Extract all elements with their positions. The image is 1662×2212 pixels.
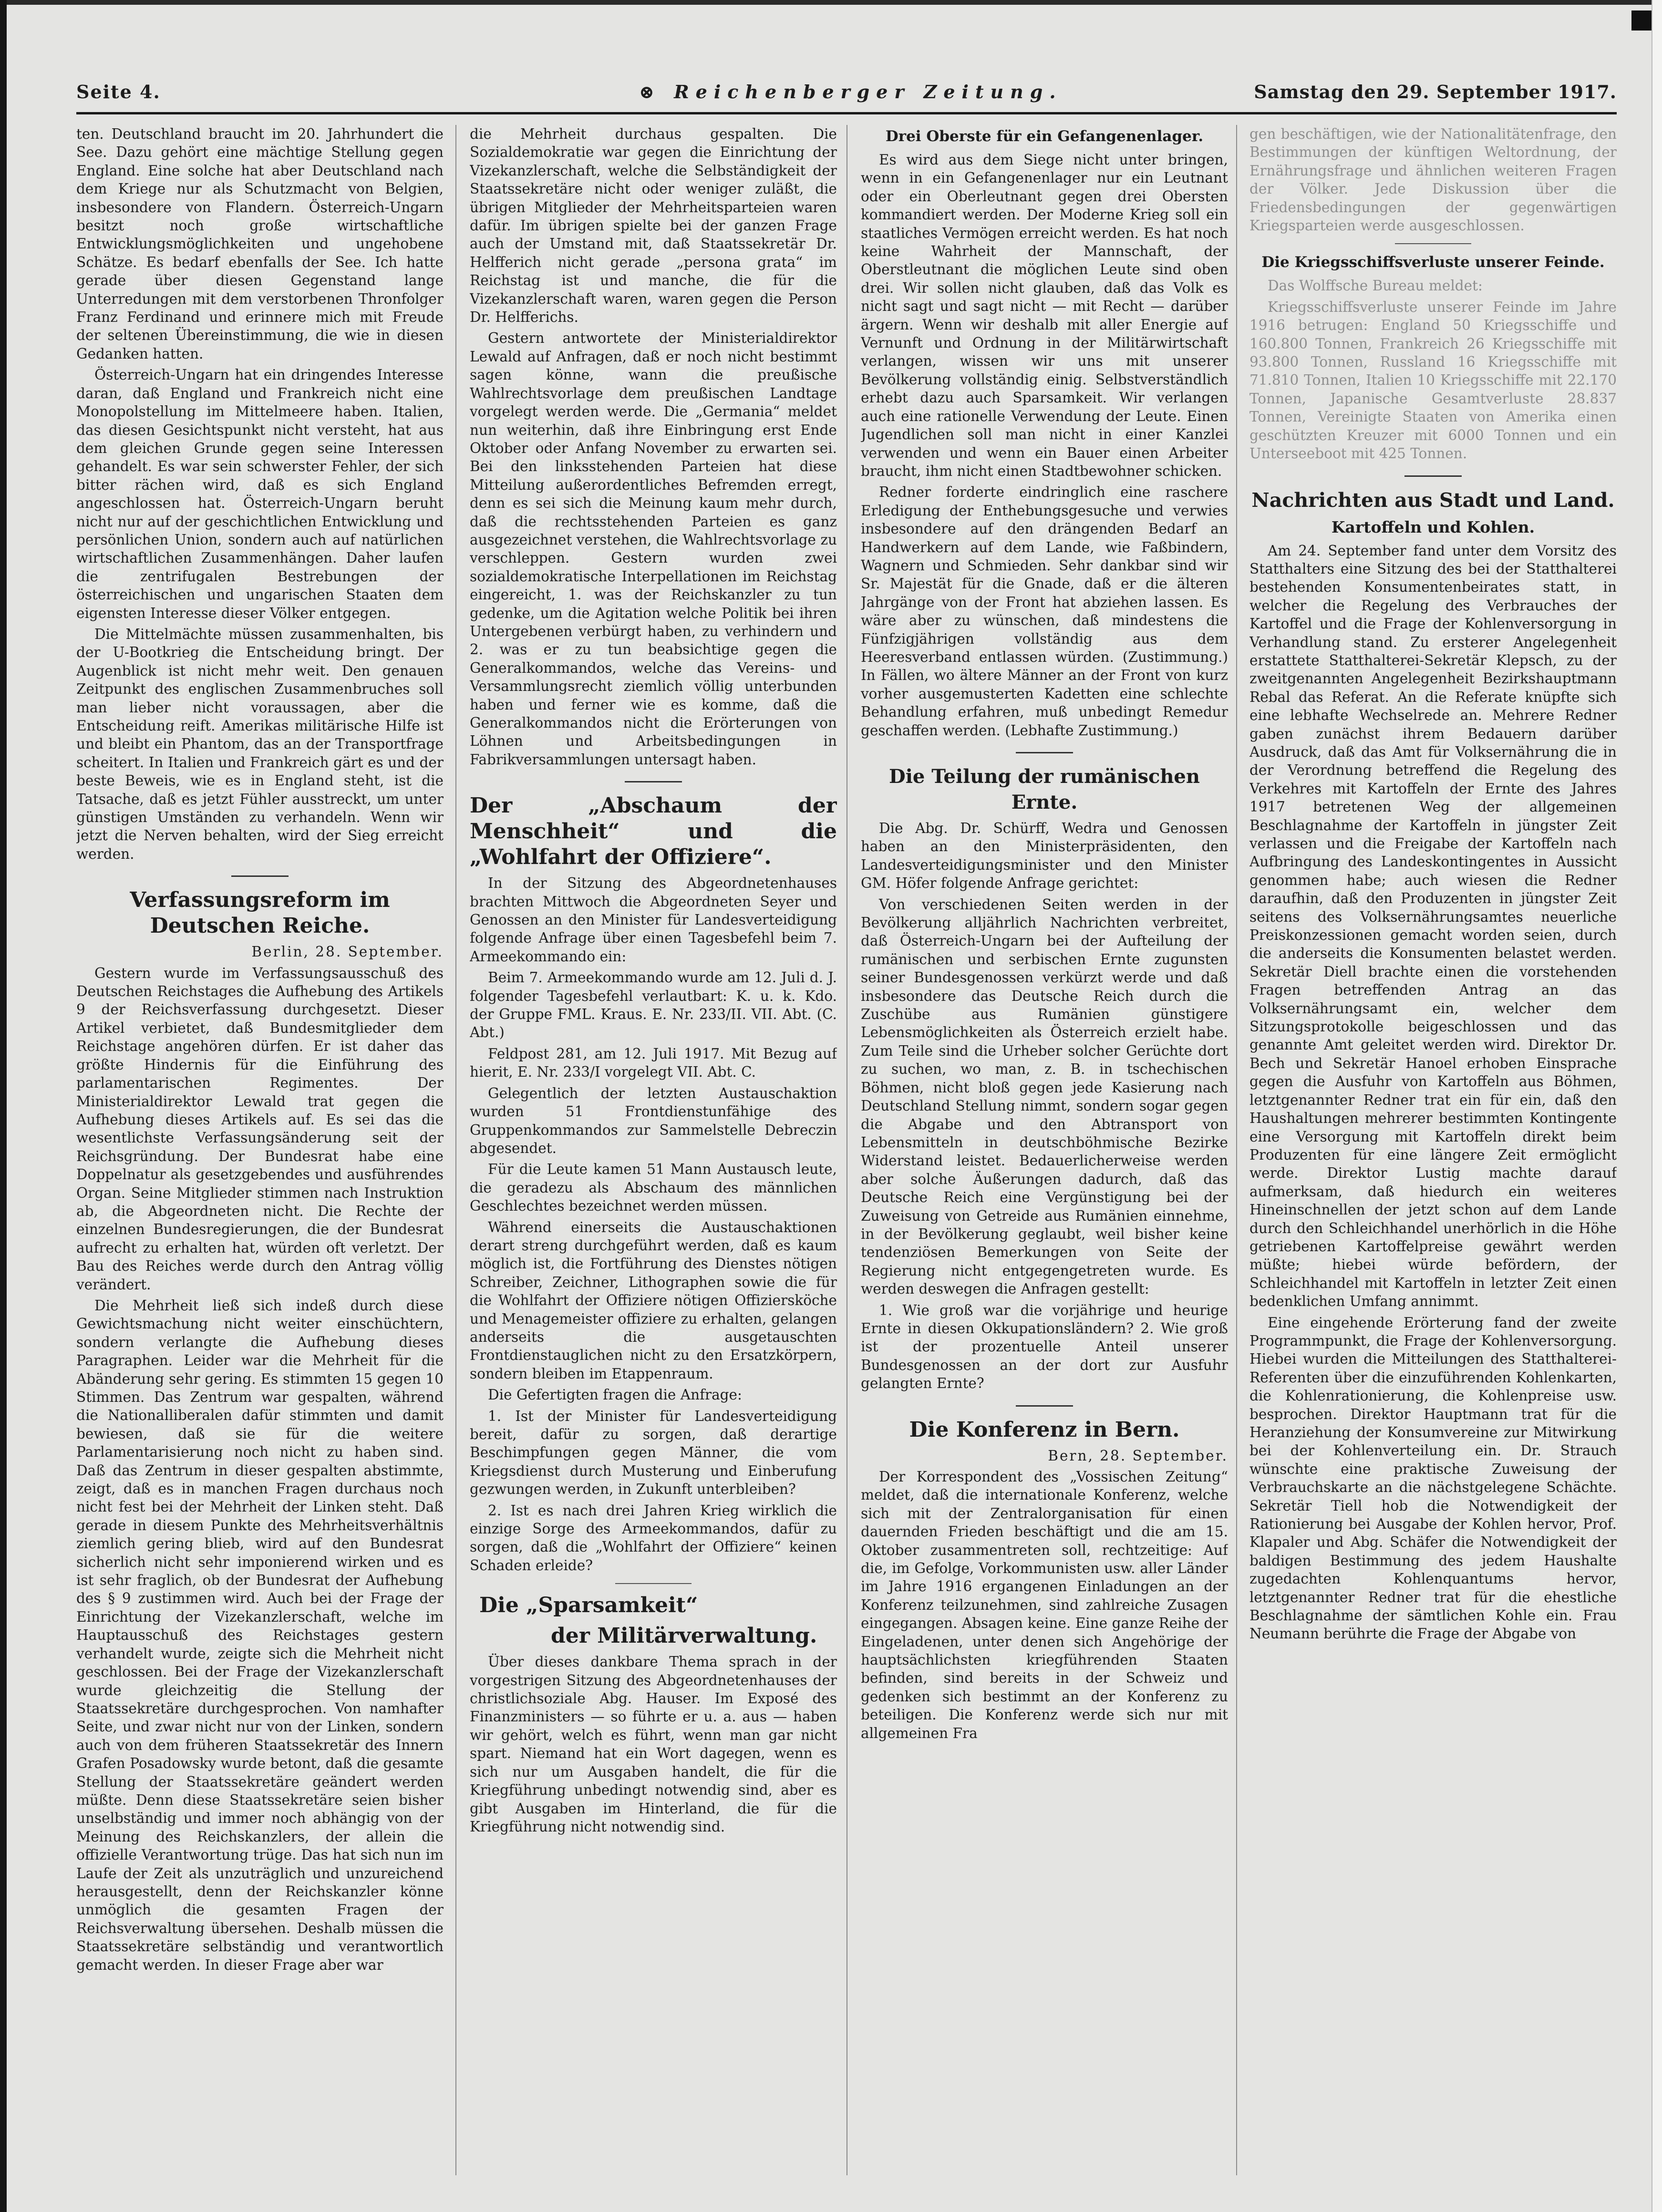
- headline-militaerverwaltung: der Militärverwaltung.: [551, 1624, 817, 1648]
- article-paragraph: Die Mittelmächte müssen zusammenhalten, bis der U-Bootkrieg die Entscheidung bringt. Der Augenblick ist nicht mehr weit. Den genauen Zeitpunkt des englischen Zusammenbruches soll man lieber nicht voraussagen, aber die Entscheidung reift. Amerikas militärische Hilfe ist und bleibt ein Phantom, das an der Transportfrage scheitert. In Italien und Frankreich gärt es und der beste Beweis, wie es in England steht, ist die Tatsache, daß es jetzt Fühler ausstreckt, um unter günstigen Umständen zu verhandeln. Wenn wir jetzt die Nerven behalten, wird der Sieg erreicht werden.: [76, 626, 444, 862]
- corner-registration-mark: [1631, 10, 1652, 31]
- column-divider: [1236, 125, 1237, 2175]
- column-2: [470, 125, 837, 2180]
- headline-rumaenische-ernte: Die Teilung der rumänischen Ernte.: [889, 765, 1200, 813]
- article-paragraph: Kriegsschiffsverluste unserer Feinde im Jahre 1916 betrugen: England 50 Kriegsschiffe und 160.800 Tonnen, Frankreich 26 Kriegsschiffe mit 93.800 Tonnen, Russland 16 Kriegsschiffe mit 71.810 Tonnen, Italien 10 Kriegsschiffe mit 22.170 Tonnen, Japanische Gesamtverluste 28.837 Tonnen, Vereinigte Staaten von Amerika einen geschützten Kreuzer mit 6000 Tonnen und ein Unterseeboot mit 425 Tonnen.: [1249, 298, 1617, 462]
- section-separator: [1404, 475, 1462, 477]
- section-separator: [1016, 1405, 1073, 1407]
- column-divider: [846, 125, 847, 2175]
- headline-verfassungsreform: Verfassungsreform im Deutschen Reiche.: [130, 888, 390, 938]
- article-paragraph: Die Gefertigten fragen die Anfrage:: [488, 1387, 742, 1403]
- order-quote: Für die Leute kamen 51 Mann Austausch leute, die geradezu als Abschaum des männlichen Geschlechtes bezeichnet werden müssen.: [470, 1161, 837, 1214]
- article-paragraph: die Mehrheit durchaus gespalten. Die Sozialdemokratie war gegen die Einrichtung der Vizekanzlerschaft, welche die Selbständigkeit der Staatssekretäre nicht oder weniger zuläßt, die übrigen Mitglieder der Mehrheitsparteien waren dafür. Im übrigen spielte bei der ganzen Frage auch der Umstand mit, daß Staatssekretär Dr. Helfferich nicht gerade „persona grata“ im Reichstag ist und manche, die für die Vizekanzlerschaft waren, waren gegen die Person Dr. Helfferichs.: [470, 126, 837, 326]
- column-4: [1249, 125, 1617, 2180]
- dateline: Berlin, 28. September.: [251, 944, 444, 960]
- page-number: Seite 4.: [76, 81, 161, 103]
- headline-konferenz-bern: Die Konferenz in Bern.: [909, 1417, 1180, 1442]
- article-paragraph: Es wird aus dem Siege nicht unter bringen, wenn in ein Gefangenenlager nur ein Leutnant oder ein Oberleutnant gegen drei Obersten kommandiert werden. Der Moderne Krieg soll ein staatliches Vermögen erreicht werden. Es hat noch keine Wahrheit der Mannschaft, der Oberstleutnant die möglichen Leute sind oben drei. Wir sollen nicht glauben, daß das Volk es nicht sagt und sagt nicht — mit Recht — darüber ärgern. Wenn wir deshalb mit aller Energie auf Vernunft und Ordnung in der Militärwirtschaft verlangen, wissen wir uns mit unserer Bevölkerung vollständig einig. Selbstverständlich erhebt dazu auch Sparsamkeit. Wir verlangen auch eine rationelle Verwendung der Leute. Einen Jugendlichen soll man nicht in einer Kanzlei verwenden und wenn ein Bauer einen Arbeiter braucht, ihm nicht einen Stadtbewohner schicken.: [861, 152, 1228, 479]
- column-divider: [455, 125, 456, 2175]
- scan-edge-right: [1652, 0, 1662, 2212]
- header-rule: [76, 112, 1617, 114]
- article-paragraph: 1. Wie groß war die vorjährige und heurige Ernte in diesen Okkupationsländern? 2. Wie groß ist der prozentuelle Anteil unserer Bundesgenossen an der dort zur Ausfuhr gelangten Ernte?: [861, 1302, 1228, 1392]
- article-paragraph: Eine eingehende Erörterung fand der zweite Programmpunkt, die Frage der Kohlenversorgung. Hiebei wurden die Mitteilungen des Statthalterei-Referenten über die einzuführenden Kohlenkarten, die Kohlenrationierung, die Kohlenpreise usw. besprochen. Direktor Hauptmann trat für die Heranziehung der Konsumvereine zur Mitwirkung bei der Kohlenverteilung ein. Dr. Strauch wünschte eine praktische Zuweisung der Verbrauchskarte an die nächstgelegene Schächte. Sekretär Tiell hob die Notwendigkeit der Rationierung bei Ausgabe der Kohlen hervor, Prof. Klapaler und Abg. Schäfer die Notwendigkeit der baldigen Bestimmung des jedem Haushalte zugedachten Kohlenquantums hervor, letztgenannter Redner trat für die ehestliche Beschlagnahme der sämtlichen Kohle ein. Frau Neumann berührte die Frage der Abgabe von: [1249, 1314, 1617, 1642]
- newspaper-title: ⊗ Reichenberger Zeitung.: [639, 81, 1063, 103]
- article-paragraph: Der Korrespondent des „Vossischen Zeitung“ meldet, daß die internationale Konferenz, welche sich mit der Zentralorganisation für einen dauernden Frieden beschäftigt und die am 15. Oktober zusammentreten soll, rechtzeitige: Auf die, im Gefolge, Vorkommunisten usw. aller Länder im Jahre 1916 ergangenen Einladungen an der Konferenz teilzunehmen, sind zahlreiche Zusagen eingegangen. Absagen keine. Eine ganze Reihe der Eingeladenen, unter denen sich Angehörige der hauptsächlichsten kriegführenden Staaten befinden, sind bereits in der Schweiz und gedenken sich bestimmt an der Konferenz zu beteiligen. Die Konferenz werde sich nur mit allgemeinen Fra: [861, 1469, 1228, 1741]
- article-paragraph: Gestern antwortete der Ministerialdirektor Lewald auf Anfragen, daß er noch nicht bestimmt sagen könne, wann die preußische Wahlrechtsvorlage dem preußischen Landtage vorgelegt werden werde. Die „Germania“ meldet nun weiterhin, daß ihre Einbringung erst Ende Oktober oder Anfang November zu erwarten sei. Bei den linksstehenden Parteien hat diese Mitteilung außerordentliches Befremden erregt, denn es sei sich die Meinung kaum mehr durch, daß die rechtsstehenden Parteien es ganz ausgezeichnet verstehen, die Wahlrechtsvorlage zu verschleppen. Gestern wurden zwei sozialdemokratische Interpellationen im Reichstag eingereicht, 1. was der Reichskanzler zu tun gedenke, um die Agitation welche Politik bei ihren Untergebenen verbürgt haben, zu verhindern und 2. was er zu tun beabsichtige gegen die Generalkommandos, welche das Vereins- und Versammlungsrecht ziemlich völlig unterbunden haben und ferner wie es komme, daß die Generalkommandos nicht die Erörterungen von Löhnen und Arbeitsbedingungen in Fabrikversammlungen untersagt haben.: [470, 330, 837, 768]
- article-paragraph: 1. Ist der Minister für Landesverteidigung bereit, dafür zu sorgen, daß derartige Beschimpfungen gegen Männer, die vom Kriegsdienst durch Musterung und Einberufung gezwungen werden, in Zukunft unterbleiben?: [470, 1408, 837, 1498]
- article-paragraph: Österreich-Ungarn hat ein dringendes Interesse daran, daß England und Frankreich nicht eine Monopolstellung im Mittelmeere haben. Italien, das diesen Gesichtspunkt nicht versteht, hat aus dem gleichen Grunde gegen seine Interessen gehandelt. Es war sein schwerster Fehler, der sich bitter rächen wird, daß es sich England angeschlossen hat. Österreich-Ungarn beruht nicht nur auf der geschichtlichen Entwicklung und persönlichen Union, sondern auch auf natürlichen wirtschaftlichen Zusammenhängen. Daher laufen die zentrifugalen Bestrebungen der österreichischen und ungarischen Staaten dem eigensten Interesse dieser Völker entgegen.: [76, 367, 444, 621]
- section-separator: [615, 1583, 692, 1584]
- page-header: [76, 76, 1617, 110]
- article-paragraph: Die Abg. Dr. Schürff, Wedra und Genossen haben an den Ministerpräsidenten, den Landesverteidigungsminister und den Minister GM. Höfer folgende Anfrage gerichtet:: [861, 820, 1228, 892]
- section-separator: [1395, 243, 1471, 244]
- article-paragraph: 2. Ist es nach drei Jahren Krieg wirklich die einzige Sorge des Armeekommandos, dafür zu sorgen, daß die „Wohlfahrt der Offiziere“ keinen Schaden erleide?: [470, 1502, 837, 1574]
- article-paragraph: Das Wolffsche Bureau meldet:: [1268, 278, 1483, 294]
- article-paragraph: ten. Deutschland braucht im 20. Jahrhundert die See. Dazu gehört eine mächtige Stellung gegen England. Eine solche hat aber Deutschland nach dem Kriege nur als Schutzmacht von Belgien, insbesondere von Flandern. Österreich-Ungarn besitzt noch große wirtschaftliche Entwicklungsmöglichkeiten und ungehobene Schätze. Es bedarf ebenfalls der See. Ich hatte gerade über diesen Gegenstand lange Unterredungen mit dem verstorbenen Thronfolger Franz Ferdinand und erinnere mich mit Freude der seltenen Übereinstimmung, die wie in diesen Gedanken hatten.: [76, 126, 444, 362]
- issue-date: Samstag den 29. September 1917.: [1254, 81, 1617, 103]
- headline-nachrichten-stadt-land: Nachrichten aus Stadt und Land.: [1251, 488, 1615, 512]
- article-paragraph: Über dieses dankbare Thema sprach in der vorgestrigen Sitzung des Abgeordnetenhauses der christlichsoziale Abg. Hauser. Im Exposé des Finanzministers — so führte er u. a. aus — haben wir gehört, welch es führt, wenn man gar nicht spart. Niemand hat ein Wort dagegen, wenn es sich nur um Ausgaben handelt, die für die Kriegführung unbedingt notwendig sind, aber es gibt Ausgaben im Hinterland, die für die Kriegführung nicht notwendig sind.: [470, 1654, 837, 1835]
- article-paragraph: gen beschäftigen, wie der Nationalitätenfrage, den Bestimmungen der künftigen Weltordnung, der Ernährungsfrage und ähnlichen weiteren Fragen der Völker. Jede Diskussion über die Friedensbedingungen der gegenwärtigen Kriegsparteien werde ausgeschlossen.: [1249, 126, 1617, 234]
- headline-sparsamkeit: Die „Sparsamkeit“: [479, 1593, 698, 1618]
- scan-edge-top: [0, 0, 1662, 5]
- section-separator: [625, 781, 682, 782]
- article-paragraph: Am 24. September fand unter dem Vorsitz des Statthalters eine Sitzung des bei der Statthalterei bestehenden Konsumentenbeirates statt, in welcher die Regelung des Verbrauches der Kartoffel und die Frage der Kohlenversorgung in Verhandlung stand. Zu ersterer Angelegenheit erstattete Statthalterei-Sekretär Klepsch, zu der zweitgenannten Angelegenheit Bezirkshauptmann Rebal das Referat. An die Referate knüpfte sich eine lebhafte Wechselrede an. Mehrere Redner gaben zunächst ihrem Bedauern darüber Ausdruck, daß das Amt für Volksernährung die in der Verordnung betreffend die Regelung des Verkehres mit Kartoffeln der Ernte des Jahres 1917 betretenen Weg der allgemeinen Beschlagnahme der Kartoffeln in jüngster Zeit verlassen und die Freigabe der Kartoffeln nach Aufbringung des Landeskontingentes in Aussicht genommen habe; auch wiesen die Redner daraufhin, daß den Produzenten in jüngster Zeit seitens des Volksernährungsamtes neuerliche Preiskonzessionen gemacht worden seien, durch die anderseits die Konsumenten belastet werden. Sekretär Diell brachte einen die vorstehenden Fragen betreffenden Antrag an das Volksernährungsamt ein, welcher dem Sitzungsprotokolle beigeschlossen und das genannte Amt geleitet werden wird. Direktor Dr. Bech und Sekretär Hanoel erhoben Einsprache gegen die Ausfuhr von Kartoffeln aus Böhmen, letztgenannter Redner trat ein für ein, daß den Haushaltungen mehrerer bestimmten Kontingente eine Versorgung mit Kartoffeln direkt beim Produzenten für eine längere Zeit ermöglicht werde. Direktor Lustig machte darauf aufmerksam, daß hiedurch ein weiteres Hineinschnellen der jetzt schon auf dem Lande durch den Schleichhandel unerhörlich in die Höhe getriebenen Kartoffelpreise gewährt werden müßte; hiebei würde befördern, der Schleichhandel mit Kartoffeln in letzter Zeit einen bedenklichen Umfang annimmt.: [1249, 542, 1617, 1310]
- article-paragraph: Gestern wurde im Verfassungsausschuß des Deutschen Reichstages die Aufhebung des Artikels 9 der Reichsverfassung durchgesetzt. Dieser Artikel verbietet, daß Bundesmitglieder dem Reichstage angehören dürfen. Er ist daher das größte Hindernis für die Einführung des parlamentarischen Regimentes. Der Ministerialdirektor Lewald trat gegen die Aufhebung dieses Artikels auf. Es sei das die wesentlichste Verfassungsänderung seit der Reichsgründung. Der Bundesrat habe eine Doppelnatur als gesetzgebendes und ausführendes Organ. Seine Mitglieder stimmen nach Instruktion ab, die Abgeordneten nicht. Die Rechte der einzelnen Bundesregierungen, die der Bundesrat aufrecht zu erhalten hat, würden oft verletzt. Der Bau des Reiches werde durch den Antrag völlig verändert.: [76, 965, 444, 1293]
- section-separator: [1016, 752, 1073, 753]
- dateline: Bern, 28. September.: [1048, 1447, 1228, 1464]
- subheadline-oberste: Drei Oberste für ein Gefangenenlager.: [885, 128, 1204, 145]
- subheadline-kartoffeln-kohlen: Kartoffeln und Kohlen.: [1331, 517, 1535, 536]
- article-paragraph: Die Mehrheit ließ sich indeß durch diese Gewichtsmachung nicht weiter einschüchtern, sondern verlangte die Aufhebung dieses Paragraphen. Leider war die Mehrheit für die Abänderung sehr gering. Es stimmten 15 gegen 10 Stimmen. Das Zentrum war gespalten, während die Nationalliberalen dafür stimmten und damit bewiesen, daß sie für die weitere Parlamentarisierung noch nicht zu haben sind. Daß das Zentrum in dieser gespalten abstimmte, zeigt, daß es in manchen Fragen durchaus noch nicht fest bei der Mehrheit der Linken steht. Daß gerade in diesem Punkte des Mehrheitsverhältnis ziemlich gering blieb, wird auf den Bundesrat sicherlich nicht sehr imponierend wirken und es ist sehr fraglich, ob der Bundesrat der Aufhebung des § 9 zustimmen wird. Auch bei der Frage der Einrichtung der Vizekanzlerschaft, welche im Hauptausschuß des Reichstages gestern verhandelt wurde, zeigte sich die Mehrheit nicht geschlossen. Bei der Frage der Vizekanzlerschaft wurde gleichzeitig die Stellung der Staatssekretäre durchgesprochen. Von namhafter Seite, und zwar nicht nur von der Linken, sondern auch von dem früheren Staatssekretär des Innern Grafen Posadowsky wurde betont, daß die gesamte Stellung der Staatssekretäre geändert werden müßte. Denn diese Staatssekretäre seien bisher unselbständig und immer noch abhängig von der Meinung des Reichskanzlers, der allein die offizielle Verantwortung trüge. Das hat sich nun im Laufe der Zeit als unzuträglich und unzureichend herausgestellt, denn der Reichskanzler könne unmöglich die gesamten Fragen der Reichsverwaltung übersehen. Deshalb müssen die Staatssekretäre selbständig und verantwortlich gemacht werden. In dieser Frage aber war: [76, 1297, 444, 1973]
- column-3: [861, 125, 1228, 2180]
- subheadline-kriegsschiffsverluste: Die Kriegsschiffsverluste unserer Feinde.: [1261, 254, 1605, 271]
- article-paragraph: Redner forderte eindringlich eine raschere Erledigung der Enthebungsgesuche und verwies insbesondere auf den drängenden Bedarf an Handwerkern auf dem Lande, wie Faßbindern, Wagnern und Schmieden. Sehr dankbar sind wir Sr. Majestät für die Gnade, daß er die älteren Jahrgänge von der Front hat abziehen lassen. Es wäre aber zu wünschen, daß mindestens die Fünfzigjährigen vollständig aus dem Heeresverband entlassen würden. (Zustimmung.) In Fällen, wo ältere Männer an der Front von kurz vorher ausgemusterten Kadetten eine schlechte Behandlung erfahren, muß unbedingt Remedur geschaffen werden. (Lebhafte Zustimmung.): [861, 484, 1228, 739]
- section-separator: [231, 875, 289, 877]
- article-paragraph: Von verschiedenen Seiten werden in der Bevölkerung alljährlich Nachrichten verbreitet, daß Österreich-Ungarn bei der Aufteilung der rumänischen und serbischen Ernte zugunsten seiner Bundesgenossen verkürzt werde und daß insbesondere das Deutsche Reich durch die Zuschübe aus Rumänien günstigere Lebensmöglichkeiten als Österreich erzielt habe. Zum Teile sind die Urheber solcher Gerüchte dort zu suchen, wo man, z. B. in tschechischen Böhmen, nicht bloß gegen jede Kasierung nach Deutschland Stellung nimmt, sondern sogar gegen die Abgabe und den Abtransport von Lebensmitteln in deutschböhmische Bezirke Widerstand leistet. Bedauerlicherweise werden aber solche Äußerungen dadurch, daß das Deutsche Reich eine Vergünstigung bei der Zuweisung von Getreide aus Rumänien einnehme, in der Bevölkerung geglaubt, weil bisher keine tendenziösen Bemerkungen von Seite der Regierung nicht entgegengetreten wurde. Es werden deswegen die Anfragen gestellt:: [861, 896, 1228, 1297]
- column-1: [76, 125, 444, 2180]
- scan-edge-left: [0, 0, 7, 2212]
- order-quote: Feldpost 281, am 12. Juli 1917. Mit Bezug auf hierit, E. Nr. 233/I vorgelegt VII. Abt. C.: [470, 1045, 837, 1080]
- article-paragraph: Während einerseits die Austauschaktionen derart streng durchgeführt werden, daß es kaum möglich ist, die Fortführung des Dienstes nötigen Schreiber, Zeichner, Lithographen sowie die für die Wohlfahrt der Offiziere nötigen Offiziersköche und Menagemeister offiziere zu erhalten, gelangen anderseits die ausgetauschten Frontdienstauglichen nicht zu den Ersatzkörpern, sondern bleiben im Etappenraum.: [470, 1219, 837, 1382]
- order-quote: Beim 7. Armeekommando wurde am 12. Juli d. J. folgender Tagesbefehl verlautbart: K. u. k. Kdo. der Gruppe FML. Kraus. E. Nr. 233/II. VII. Abt. (C. Abt.): [470, 969, 837, 1041]
- article-paragraph: In der Sitzung des Abgeordnetenhauses brachten Mittwoch die Abgeordneten Seyer und Genossen an den Minister für Landesverteidigung folgende Anfrage über einen Tagesbefehl beim 7. Armeekommando ein:: [470, 875, 837, 965]
- order-quote: Gelegentlich der letzten Austauschaktion wurden 51 Frontdienstunfähige des Gruppenkommandos zur Sammelstelle Debreczin abgesendet.: [470, 1085, 837, 1156]
- headline-abschaum: Der „Abschaum der Menschheit“ und die „Wohlfahrt der Offiziere“.: [470, 793, 837, 870]
